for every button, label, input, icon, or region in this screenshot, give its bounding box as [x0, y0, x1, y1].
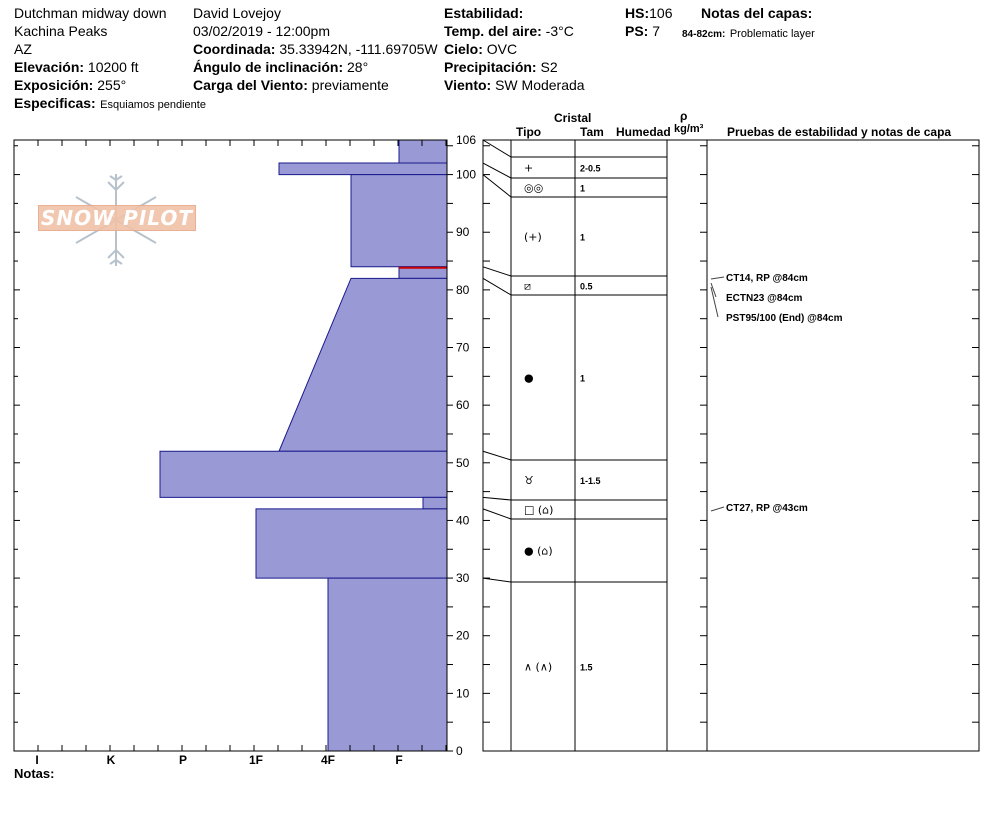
- datetime: 03/02/2019 - 12:00pm: [193, 23, 330, 39]
- depth-connector: [483, 509, 511, 519]
- coord-value: 35.33942N, -111.69705W: [279, 41, 438, 57]
- y-tick-label: 0: [456, 744, 463, 758]
- wind-load-value: previamente: [311, 77, 389, 93]
- crystal-type-glyph: +: [524, 161, 534, 175]
- layer-note-range: 84-82cm:: [682, 29, 726, 40]
- layer-notes-label: Notas del capas:: [701, 5, 813, 21]
- air-temp-value: -3°C: [545, 23, 574, 39]
- hardness-tick-label: P: [178, 753, 188, 767]
- crystal-size: 0.5: [580, 281, 593, 292]
- stability-test-label: CT14, RP @84cm: [726, 273, 808, 284]
- wind-label: Viento:: [444, 77, 492, 93]
- depth-connector: [483, 578, 511, 582]
- ps-label: PS:: [625, 23, 649, 39]
- hardness-tick-label: I: [35, 753, 39, 767]
- hardness-bar: [328, 578, 447, 751]
- col-rho: ρ: [680, 109, 688, 123]
- precip-label: Precipitación:: [444, 59, 537, 75]
- hardness-tick-label: F: [395, 753, 403, 767]
- specifics-label: Especificas:: [14, 95, 96, 111]
- depth-connector: [483, 140, 511, 157]
- depth-connector: [483, 497, 511, 500]
- notes-label: Notas:: [14, 766, 55, 781]
- hardness-tick-label: 1F: [248, 753, 264, 767]
- stability-test-label: ECTN23 @84cm: [726, 293, 803, 304]
- depth-connector: [483, 267, 511, 276]
- hardness-tick-label: K: [106, 753, 116, 767]
- crystal-size: 2-0.5: [580, 163, 601, 174]
- test-arrow: [711, 507, 724, 511]
- wind-value: SW Moderada: [495, 77, 585, 93]
- observer: David Lovejoy: [193, 5, 281, 21]
- y-tick-label: 50: [456, 455, 470, 470]
- layer-table-frame: [483, 140, 979, 751]
- crystal-size: 1: [580, 183, 586, 194]
- crystal-type-glyph: ♉: [524, 474, 534, 487]
- ps-value: 7: [652, 23, 661, 39]
- stability-test-label: CT27, RP @43cm: [726, 503, 808, 514]
- crystal-type-glyph: (+): [524, 230, 542, 244]
- elevation-value: 10200 ft: [87, 59, 139, 75]
- crystal-size: 1-1.5: [580, 476, 601, 486]
- y-tick-label: 40: [456, 513, 470, 528]
- hardness-bar: [423, 497, 447, 509]
- depth-connector: [483, 278, 511, 295]
- aspect-value: 255°: [97, 77, 127, 93]
- precip-value: S2: [540, 59, 558, 75]
- slope-value: 28°: [347, 59, 369, 75]
- aspect-label: Exposición:: [14, 77, 94, 93]
- elevation-label: Elevación:: [14, 59, 85, 75]
- layer-note-text: Problematic layer: [729, 28, 815, 40]
- crystal-type-glyph: ●: [524, 371, 534, 385]
- crystal-type-glyph: ∧ (∧): [524, 660, 553, 674]
- hardness-bar: [279, 278, 447, 451]
- col-size: Tam: [580, 125, 604, 139]
- test-arrow: [711, 277, 724, 279]
- y-tick-label: 20: [456, 628, 470, 643]
- col-density-unit: kg/m³: [674, 123, 704, 135]
- hardness-bar: [256, 509, 447, 578]
- depth-connector: [483, 175, 511, 197]
- y-tick-label: 70: [456, 340, 470, 355]
- y-tick-label: 106: [456, 133, 477, 147]
- col-moisture: Humedad: [616, 125, 671, 139]
- state: AZ: [14, 41, 32, 57]
- hardness-tick-label: 4F: [320, 753, 336, 767]
- y-tick-label: 30: [456, 571, 470, 586]
- sky-value: OVC: [486, 41, 518, 57]
- air-temp-label: Temp. del aire:: [444, 23, 542, 39]
- col-crystal: Cristal: [554, 111, 592, 125]
- sky-label: Cielo:: [444, 41, 483, 57]
- depth-connector: [483, 451, 511, 460]
- hs-value: 106: [649, 5, 673, 21]
- col-tests: Pruebas de estabilidad y notas de capa: [727, 125, 952, 139]
- stability-test-label: PST95/100 (End) @84cm: [726, 313, 843, 324]
- crystal-size: 1.5: [580, 662, 593, 673]
- y-tick-label: 10: [456, 686, 470, 701]
- hardness-bar: [351, 175, 447, 267]
- coord-label: Coordinada:: [193, 41, 276, 57]
- hardness-bar: [399, 140, 447, 163]
- logo-text: SNOW PILOT: [38, 205, 196, 231]
- y-tick-label: 60: [456, 398, 470, 413]
- y-tick-label: 100: [456, 167, 477, 182]
- y-tick-label: 90: [456, 225, 470, 240]
- crystal-size: 1: [580, 373, 586, 384]
- crystal-type-glyph: □ (⌂): [524, 503, 554, 517]
- depth-connector: [483, 163, 511, 178]
- y-tick-label: 80: [456, 282, 470, 297]
- crystal-type-glyph: ⧄: [524, 279, 531, 293]
- hs-label: HS:: [625, 5, 650, 21]
- slope-label: Ángulo de inclinación:: [193, 59, 344, 75]
- wind-load-label: Carga del Viento:: [193, 77, 308, 93]
- crystal-size: 1: [580, 232, 586, 243]
- col-type: Tipo: [516, 125, 542, 139]
- crystal-type-glyph: ● (⌂): [524, 544, 553, 558]
- hardness-bar: [279, 163, 447, 175]
- hardness-bar: [160, 451, 447, 497]
- crystal-type-glyph: ◎◎: [524, 181, 544, 195]
- stability-label: Estabilidad:: [444, 5, 524, 21]
- location: Dutchman midway down: [14, 5, 167, 21]
- range: Kachina Peaks: [14, 23, 108, 39]
- specifics-value: Esquiamos pendiente: [100, 99, 206, 111]
